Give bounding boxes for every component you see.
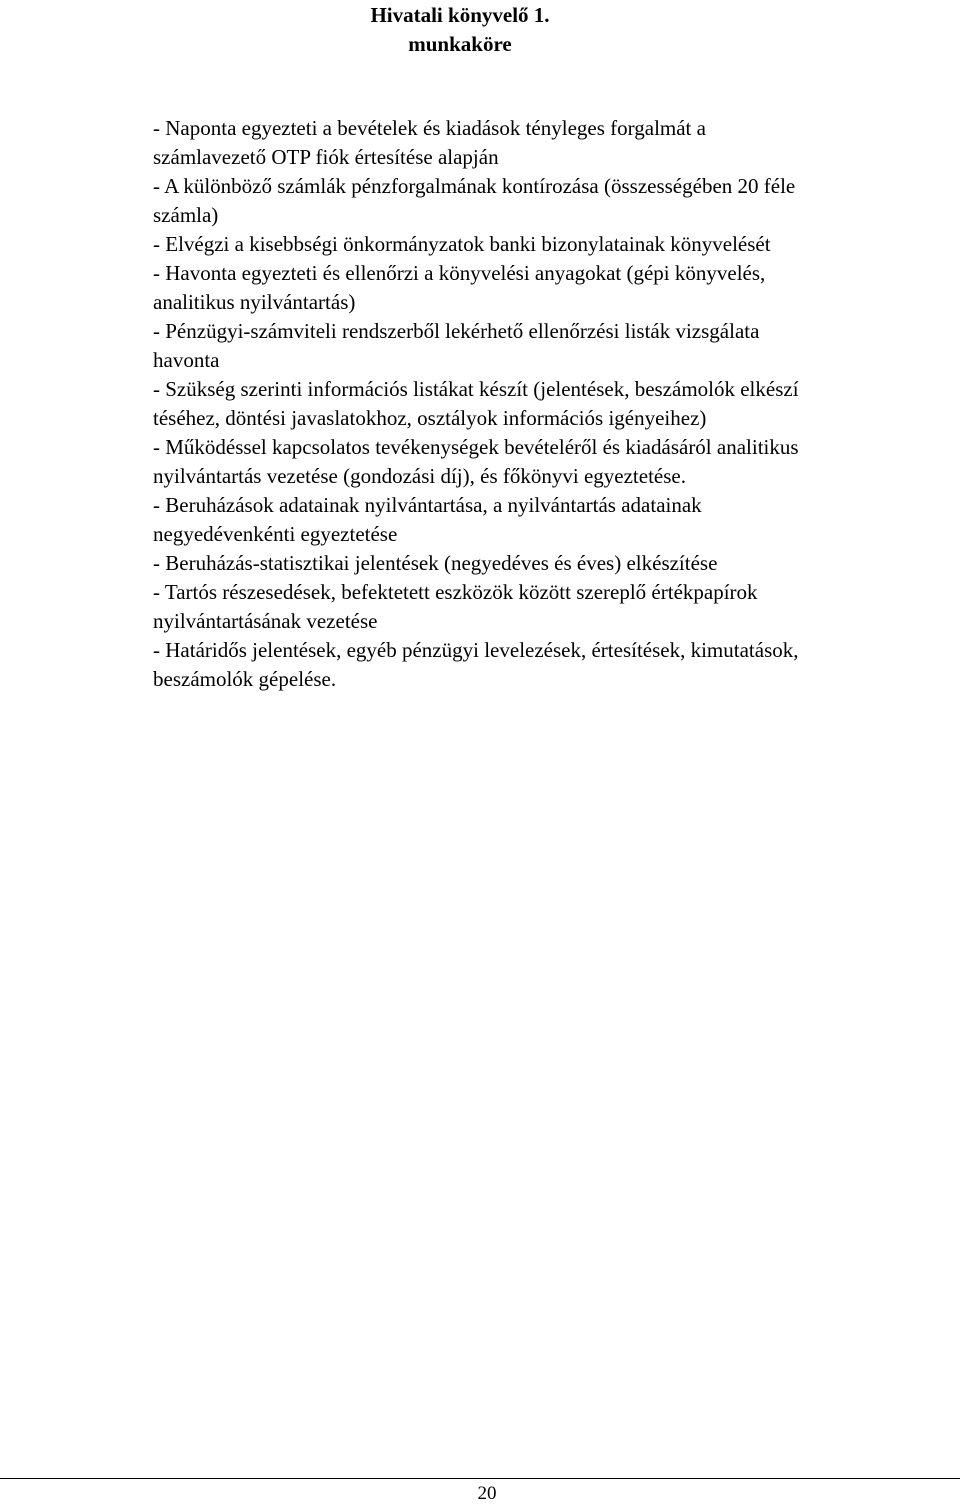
text-line: analitikus nyilvántartás) [153,290,356,314]
text-line: - Naponta egyezteti a bevételek és kiadások tényleges forgalmát a [153,116,706,140]
document-subtitle: munkaköre [408,32,512,56]
document-title: Hivatali könyvelő 1. [370,3,550,27]
footer-divider [0,1478,960,1479]
text-line: beszámolók gépelése. [153,667,337,691]
text-line: - Beruházás-statisztikai jelentések (negyedéves és éves) elkészítése [153,551,718,575]
text-line: - Beruházások adatainak nyilvántartása, a nyilvántartás adatainak [153,493,702,517]
text-line: havonta [153,348,220,372]
page-number: 20 [477,1483,497,1504]
text-line: - A különböző számlák pénzforgalmának kontírozása (összességében 20 féle [153,174,796,198]
text-line: nyilvántartás vezetése (gondozási díj), és főkönyvi egyeztetése. [153,464,686,488]
text-line: - Működéssel kapcsolatos tevékenységek bevételéről és kiadásáról analitikus [153,435,799,459]
text-line: számlavezető OTP fiók értesítése alapján [153,145,499,169]
text-line: negyedévenkénti egyeztetése [153,522,398,546]
text-line: - Tartós részesedések, befektetett eszközök között szereplő értékpapírok [153,580,758,604]
text-line: számla) [153,203,219,227]
text-line: - Elvégzi a kisebbségi önkormányzatok banki bizonylatainak könyvelését [153,232,771,256]
text-line: - Határidős jelentések, egyéb pénzügyi levelezések, értesítések, kimutatások, [153,638,799,662]
text-line: - Szükség szerinti információs listákat készít (jelentések, beszámolók elkészí [153,377,799,401]
text-line: - Pénzügyi-számviteli rendszerből lekérhető ellenőrzési listák vizsgálata [153,319,760,343]
text-line: nyilvántartásának vezetése [153,609,378,633]
duties-list [153,114,943,694]
text-line: téséhez, döntési javaslatokhoz, osztályok információs igényeihez) [153,406,707,430]
text-line: - Havonta egyezteti és ellenőrzi a könyvelési anyagokat (gépi könyvelés, [153,261,766,285]
